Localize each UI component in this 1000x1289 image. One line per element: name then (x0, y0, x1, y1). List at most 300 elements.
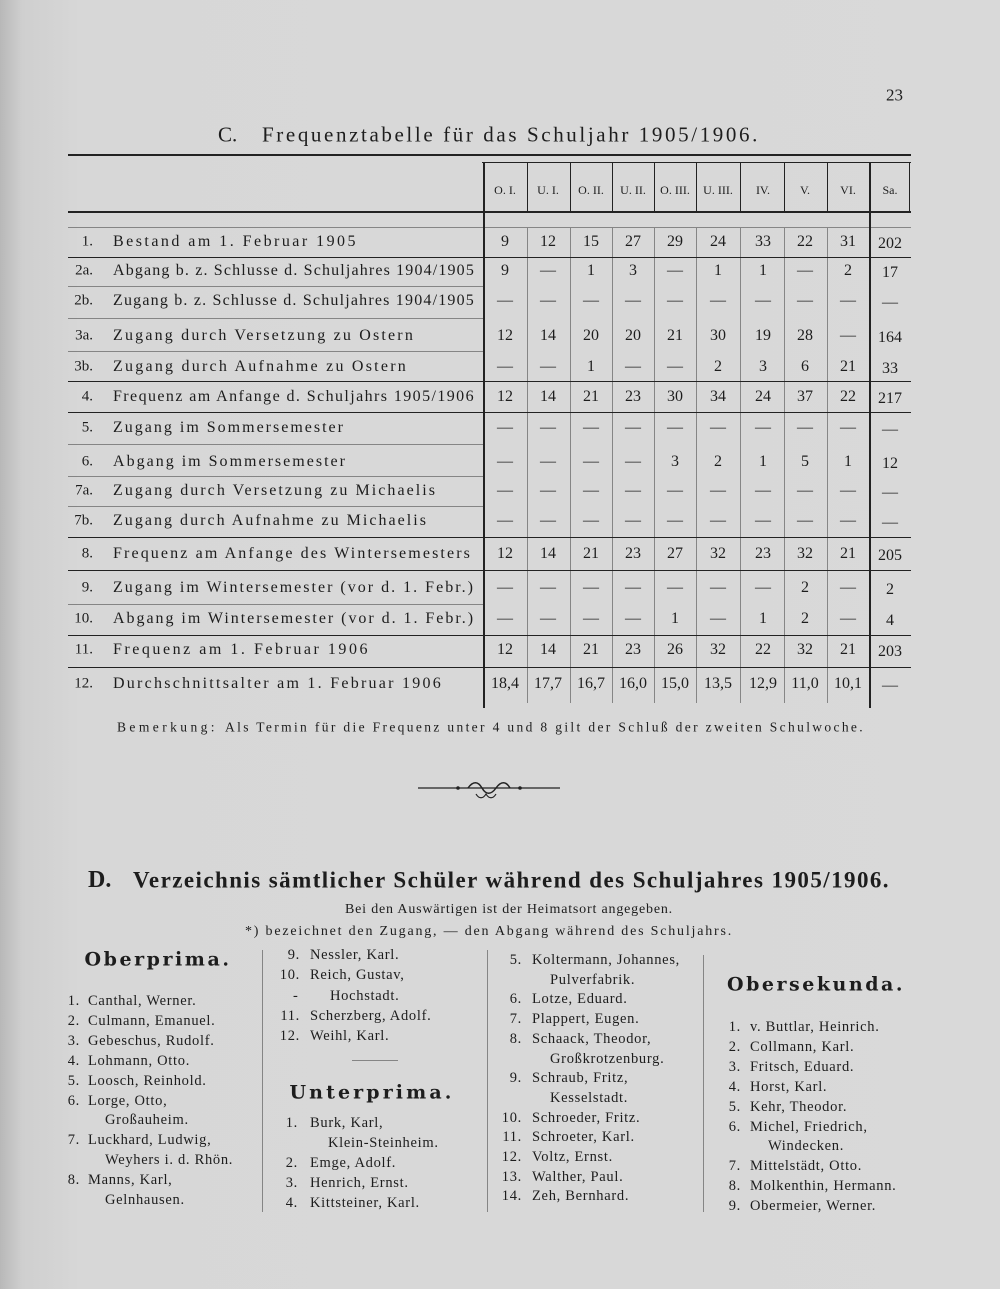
table-cell: — (540, 610, 556, 627)
table-cell: 14 (540, 388, 556, 405)
student-number: 6. (728, 1118, 741, 1135)
row-number: 7b. (74, 512, 93, 529)
table-cell: — (797, 419, 813, 436)
table-cell: — (840, 482, 856, 499)
table-cell: 21 (667, 327, 683, 344)
row-number: 5. (81, 419, 93, 436)
table-cell: 3 (671, 453, 679, 470)
table-cell: — (583, 579, 599, 596)
table-cell: 31 (840, 233, 856, 250)
table-cell: — (755, 292, 771, 309)
student-name: Schroeder, Fritz. (532, 1109, 641, 1126)
table-cell: — (755, 419, 771, 436)
table-cell: 13,5 (704, 675, 732, 692)
student-number: 3. (67, 1032, 80, 1049)
table-cell: 33 (755, 233, 771, 250)
body-column-divider (827, 228, 828, 703)
column-header: U. II. (620, 183, 646, 197)
body-column-divider (740, 228, 741, 703)
row-total: — (882, 484, 898, 501)
table-cell: — (540, 453, 556, 470)
table-cell: 32 (797, 641, 813, 658)
row-label: Zugang durch Aufnahme zu Ostern (113, 358, 408, 375)
student-name: Zeh, Bernhard. (532, 1188, 630, 1205)
table-cell: — (840, 419, 856, 436)
student-name: Weihl, Karl. (310, 1027, 390, 1044)
row-number: 3b. (74, 358, 93, 375)
table-cell: 9 (501, 262, 509, 279)
table-cell: — (755, 512, 771, 529)
table-cell: — (625, 453, 641, 470)
table-cell: — (583, 453, 599, 470)
table-cell: — (667, 512, 683, 529)
row-rule (68, 318, 484, 319)
table-cell: 26 (667, 641, 683, 658)
header-column-divider (827, 163, 828, 213)
row-label: Zugang im Wintersemester (vor d. 1. Febr.) (113, 579, 475, 596)
row-total: — (882, 677, 898, 694)
row-label: Abgang im Sommersemester (113, 453, 347, 470)
student-name: Kittsteiner, Karl. (310, 1194, 420, 1211)
header-column-divider (612, 163, 613, 213)
student-number: 8. (728, 1177, 741, 1194)
section-d-note-1: Bei den Auswärtigen ist der Heimatsort angegeben. (345, 902, 673, 917)
table-cell: 23 (625, 388, 641, 405)
table-cell: — (625, 610, 641, 627)
header-column-divider (570, 163, 571, 213)
class-heading-oberprima: Oberprima. (84, 948, 232, 971)
row-total: 4 (886, 612, 894, 629)
table-cell: 21 (583, 641, 599, 658)
table-cell: — (540, 262, 556, 279)
table-cell: 2 (714, 358, 722, 375)
row-total: 164 (878, 329, 902, 346)
total-column-divider (869, 163, 871, 708)
student-name: Reich, Gustav, (310, 967, 405, 984)
student-hometown: Klein-Steinheim. (328, 1134, 439, 1151)
section-d-title: Verzeichnis sämtlicher Schüler während des Schuljahres 1905/1906. (133, 867, 890, 893)
table-cell: 23 (625, 641, 641, 658)
row-label: Zugang durch Aufnahme zu Michaelis (113, 512, 428, 529)
table-cell: 23 (755, 545, 771, 562)
table-cell: — (583, 610, 599, 627)
table-cell: 14 (540, 545, 556, 562)
row-number: 7a. (75, 482, 93, 499)
student-name: Kehr, Theodor. (750, 1098, 848, 1115)
table-cell: 28 (797, 327, 813, 344)
student-name: Loosch, Reinhold. (88, 1072, 207, 1089)
table-cell: — (667, 262, 683, 279)
row-total: — (882, 514, 898, 531)
table-cell: — (755, 482, 771, 499)
table-cell: 20 (625, 327, 641, 344)
table-cell: 32 (797, 545, 813, 562)
student-hometown: Kesselstadt. (550, 1089, 629, 1106)
title-rule (68, 154, 911, 156)
table-cell: 21 (583, 388, 599, 405)
header-column-divider (527, 163, 528, 213)
table-cell: 3 (759, 358, 767, 375)
table-cell: — (840, 512, 856, 529)
table-cell: 29 (667, 233, 683, 250)
table-cell: 19 (755, 327, 771, 344)
student-number: 1. (728, 1018, 741, 1035)
table-cell: 20 (583, 327, 599, 344)
table-cell: — (583, 419, 599, 436)
table-cell: 2 (714, 453, 722, 470)
student-number: 9. (509, 1069, 522, 1086)
row-number: 9. (81, 579, 93, 596)
student-number: 14. (501, 1188, 522, 1205)
student-number: 6. (67, 1092, 80, 1109)
list-column-divider (262, 950, 263, 1212)
student-name: Nessler, Karl. (310, 946, 400, 963)
student-number: 11. (502, 1129, 522, 1146)
body-column-divider (612, 228, 613, 703)
table-cell: — (540, 482, 556, 499)
ornament-dot (456, 786, 460, 790)
student-number: 3. (285, 1174, 298, 1191)
student-name: Canthal, Werner. (88, 992, 197, 1009)
table-cell: 1 (587, 262, 595, 279)
student-hometown: Windecken. (768, 1138, 845, 1155)
table-cell: — (667, 358, 683, 375)
student-name: Manns, Karl, (88, 1171, 173, 1188)
table-cell: 12,9 (749, 675, 777, 692)
row-total: — (882, 421, 898, 438)
row-total: 217 (878, 390, 902, 407)
table-cell: 1 (759, 610, 767, 627)
student-name: Luckhard, Ludwig, (88, 1132, 212, 1149)
table-cell: 1 (759, 262, 767, 279)
student-hometown: Weyhers i. d. Rhön. (105, 1151, 234, 1168)
student-number: 5. (67, 1072, 80, 1089)
ornament-dot (518, 786, 522, 790)
header-right-edge (909, 163, 910, 213)
table-cell: 1 (671, 610, 679, 627)
row-label: Zugang im Sommersemester (113, 419, 345, 436)
row-label: Frequenz am Anfange d. Schuljahrs 1905/1906 (113, 388, 475, 405)
column-header: V. (799, 183, 811, 197)
student-name: Mittelstädt, Otto. (750, 1158, 863, 1175)
student-name: Voltz, Ernst. (532, 1148, 613, 1165)
row-number: 3a. (75, 327, 93, 344)
table-cell: 24 (710, 233, 726, 250)
table-cell: — (667, 579, 683, 596)
student-number: 3. (728, 1058, 741, 1075)
student-name: Schraub, Fritz, (532, 1069, 629, 1086)
row-label: Bestand am 1. Februar 1905 (113, 233, 358, 250)
table-cell: — (625, 482, 641, 499)
row-number: 10. (74, 610, 93, 627)
student-name: Culmann, Emanuel. (88, 1012, 216, 1029)
list-column-divider (487, 950, 488, 1212)
row-label: Durchschnittsalter am 1. Februar 1906 (113, 675, 443, 692)
table-cell: 3 (629, 262, 637, 279)
table-cell: — (497, 482, 513, 499)
student-hometown: Gelnhausen. (105, 1191, 185, 1208)
body-column-divider (527, 228, 528, 703)
row-label: Frequenz am 1. Februar 1906 (113, 641, 370, 658)
table-cell: — (625, 358, 641, 375)
student-number: 4. (285, 1194, 298, 1211)
table-cell: 22 (797, 233, 813, 250)
remark-text: Als Termin für die Frequenz unter 4 und 8 gilt der Schluß der zweiten Schulwoche. (225, 719, 865, 735)
row-label: Zugang b. z. Schlusse d. Schuljahres 1904/1905 (113, 292, 475, 309)
table-cell: 22 (840, 388, 856, 405)
table-cell: — (497, 610, 513, 627)
table-cell: 27 (625, 233, 641, 250)
row-rule (68, 604, 484, 605)
table-cell: 21 (840, 358, 856, 375)
table-cell: 11,0 (791, 675, 819, 692)
student-number: 2. (728, 1038, 741, 1055)
table-cell: 21 (583, 545, 599, 562)
list-column-divider (703, 955, 704, 1212)
table-cell: 2 (801, 610, 809, 627)
table-cell: — (497, 292, 513, 309)
table-cell: 12 (540, 233, 556, 250)
table-cell: 1 (587, 358, 595, 375)
table-cell: 16,7 (577, 675, 605, 692)
table-cell: — (540, 358, 556, 375)
row-number: 6. (81, 453, 93, 470)
table-cell: 14 (540, 327, 556, 344)
body-column-divider (784, 228, 785, 703)
table-cell: 14 (540, 641, 556, 658)
student-name: Schroeter, Karl. (532, 1129, 635, 1146)
row-number: 12. (74, 675, 93, 692)
class-heading-unterprima: Unterprima. (289, 1081, 455, 1104)
column-header: U. III. (703, 183, 733, 197)
student-name: Burk, Karl, (310, 1114, 384, 1131)
student-name: Gebeschus, Rudolf. (88, 1032, 215, 1049)
table-cell: — (840, 610, 856, 627)
row-rule (68, 351, 484, 352)
table-cell: 12 (497, 388, 513, 405)
student-number: 9. (728, 1197, 741, 1214)
table-cell: — (497, 512, 513, 529)
row-total: 33 (882, 360, 898, 377)
student-name: Fritsch, Eduard. (750, 1058, 855, 1075)
student-name: Henrich, Ernst. (310, 1174, 409, 1191)
label-column-divider (483, 163, 485, 708)
table-cell: — (710, 512, 726, 529)
table-cell: 5 (801, 453, 809, 470)
table-cell: 18,4 (491, 675, 519, 692)
table-cell: 21 (840, 641, 856, 658)
row-rule (68, 506, 484, 507)
student-name: Michel, Friedrich, (750, 1118, 868, 1135)
table-cell: — (797, 262, 813, 279)
table-cell: 12 (497, 641, 513, 658)
remark-label: Bemerkung: (117, 719, 218, 735)
row-total: 12 (882, 455, 898, 472)
student-name: Lohmann, Otto. (88, 1052, 191, 1069)
table-cell: 32 (710, 545, 726, 562)
table-cell: 27 (667, 545, 683, 562)
column-header: IV. (755, 183, 771, 197)
table-cell: — (625, 292, 641, 309)
student-name: Lotze, Eduard. (532, 991, 628, 1008)
student-number: 12. (501, 1148, 522, 1165)
header-column-divider (784, 163, 785, 213)
student-number: 5. (509, 951, 522, 968)
row-total: 202 (878, 235, 902, 252)
student-name: Collmann, Karl. (750, 1038, 855, 1055)
page-number: 23 (886, 85, 903, 105)
row-total: — (882, 294, 898, 311)
student-number: 11. (280, 1007, 300, 1024)
column-header: O. I. (494, 183, 516, 197)
table-cell: — (797, 482, 813, 499)
table-cell: — (755, 579, 771, 596)
row-number: 8. (81, 545, 93, 562)
column-header: VI. (840, 183, 856, 197)
table-cell: 21 (840, 545, 856, 562)
column-header: O. III. (660, 183, 690, 197)
student-number: 12. (279, 1027, 300, 1044)
table-cell: 9 (501, 233, 509, 250)
table-cell: — (710, 419, 726, 436)
table-cell: — (710, 610, 726, 627)
column-header: U. I. (537, 183, 559, 197)
table-cell: 37 (797, 388, 813, 405)
row-number: 2b. (74, 292, 93, 309)
table-cell: 17,7 (534, 675, 562, 692)
ornament-divider (418, 779, 560, 801)
student-name: Lorge, Otto, (88, 1092, 168, 1109)
table-cell: 1 (714, 262, 722, 279)
student-number: 1. (67, 992, 80, 1009)
student-number: 2. (67, 1012, 80, 1029)
header-column-divider (740, 163, 741, 213)
table-cell: — (667, 419, 683, 436)
row-number: 1. (81, 233, 93, 250)
student-number: 10. (279, 967, 300, 984)
table-cell: — (710, 292, 726, 309)
list-short-rule (352, 1060, 398, 1061)
student-number: 5. (728, 1098, 741, 1115)
table-cell: 2 (844, 262, 852, 279)
table-cell: 1 (759, 453, 767, 470)
table-cell: — (710, 482, 726, 499)
student-name: v. Buttlar, Heinrich. (750, 1018, 880, 1035)
student-name: Walther, Paul. (532, 1168, 624, 1185)
student-name: Molkenthin, Hermann. (750, 1177, 897, 1194)
table-cell: — (497, 579, 513, 596)
body-column-divider (570, 228, 571, 703)
table-cell: — (797, 512, 813, 529)
table-cell: 1 (844, 453, 852, 470)
table-cell: — (625, 512, 641, 529)
table-cell: — (540, 512, 556, 529)
student-name: Koltermann, Johannes, (532, 951, 680, 968)
table-cell: — (583, 482, 599, 499)
row-rule (68, 476, 484, 477)
table-cell: 2 (801, 579, 809, 596)
student-number: 9. (287, 946, 300, 963)
student-number: 7. (509, 1010, 522, 1027)
table-cell: 15,0 (661, 675, 689, 692)
table-cell: — (840, 292, 856, 309)
row-total: 203 (878, 643, 902, 660)
student-hometown: Hochstadt. (330, 987, 400, 1004)
table-cell: — (625, 419, 641, 436)
row-number: 11. (74, 641, 93, 658)
student-name: Emge, Adolf. (310, 1154, 397, 1171)
table-cell: — (540, 292, 556, 309)
table-cell: 23 (625, 545, 641, 562)
table-cell: — (667, 482, 683, 499)
student-number: 13. (501, 1168, 522, 1185)
header-column-divider (654, 163, 655, 213)
student-hometown: Pulverfabrik. (550, 971, 636, 988)
student-number: 2. (285, 1154, 298, 1171)
row-total: 2 (886, 581, 894, 598)
class-heading-obersekunda: Obersekunda. (727, 973, 905, 996)
student-name: Scherzberg, Adolf. (310, 1007, 432, 1024)
table-cell: — (625, 579, 641, 596)
table-cell: 34 (710, 388, 726, 405)
table-cell: — (540, 579, 556, 596)
student-number: 7. (728, 1158, 741, 1175)
student-number: 7. (67, 1132, 80, 1149)
row-label: Abgang b. z. Schlusse d. Schuljahres 1904/1905 (113, 262, 475, 279)
student-hometown: Großauheim. (105, 1112, 189, 1129)
table-cell: 30 (667, 388, 683, 405)
table-cell: — (797, 292, 813, 309)
table-cell: — (497, 453, 513, 470)
student-name: Horst, Karl. (750, 1078, 828, 1095)
table-cell: — (497, 419, 513, 436)
student-number: 10. (501, 1109, 522, 1126)
student-number: 8. (67, 1171, 80, 1188)
student-name: Obermeier, Werner. (750, 1197, 877, 1214)
ornament-flourish (476, 794, 496, 798)
table-cell: 24 (755, 388, 771, 405)
column-header: O. II. (578, 183, 604, 197)
row-label: Abgang im Wintersemester (vor d. 1. Febr.) (113, 610, 475, 627)
row-label: Zugang durch Versetzung zu Ostern (113, 327, 415, 344)
section-c-letter: C. (218, 122, 238, 147)
table-cell: — (710, 579, 726, 596)
row-number: 4. (81, 388, 93, 405)
student-number: 4. (67, 1052, 80, 1069)
table-cell: 12 (497, 545, 513, 562)
student-number: 4. (728, 1078, 741, 1095)
row-label: Frequenz am Anfange des Wintersemesters (113, 545, 472, 562)
section-d-letter: D. (88, 867, 112, 893)
row-label: Zugang durch Versetzung zu Michaelis (113, 482, 437, 499)
row-rule (68, 444, 484, 445)
table-cell: 32 (710, 641, 726, 658)
student-name: Plappert, Eugen. (532, 1010, 640, 1027)
table-cell: — (583, 512, 599, 529)
section-c-title: Frequenztabelle für das Schuljahr 1905/1906. (262, 122, 760, 147)
student-number: 6. (509, 991, 522, 1008)
body-column-divider (696, 228, 697, 703)
row-total: 17 (882, 264, 898, 281)
section-d-note-2: *) bezeichnet den Zugang, — den Abgang während des Schuljahrs. (245, 924, 733, 939)
table-cell: 6 (801, 358, 809, 375)
header-column-divider (696, 163, 697, 213)
table-cell: — (540, 419, 556, 436)
student-name: Schaack, Theodor, (532, 1030, 652, 1047)
column-header: Sa. (882, 183, 898, 197)
table-cell: 16,0 (619, 675, 647, 692)
table-cell: — (840, 579, 856, 596)
